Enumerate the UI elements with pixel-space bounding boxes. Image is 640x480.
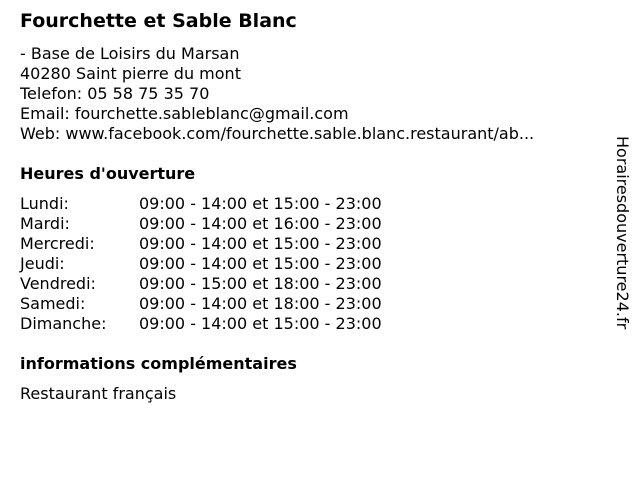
hours-row-wednesday (20, 234, 382, 254)
time-range: 09:00 - 14:00 et 15:00 - 23:00 (139, 194, 382, 213)
email-address: Email: fourchette.sableblanc@gmail.com (20, 104, 349, 123)
hours-row-saturday (20, 294, 382, 314)
day-label: Jeudi: (20, 254, 65, 273)
time-range: 09:00 - 14:00 et 15:00 - 23:00 (139, 254, 382, 273)
hours-row-tuesday (20, 214, 382, 234)
hours-row-monday (20, 194, 382, 214)
time-range: 09:00 - 14:00 et 15:00 - 23:00 (139, 234, 382, 253)
info-heading: informations complémentaires (20, 354, 297, 373)
day-label: Mercredi: (20, 234, 95, 253)
time-range: 09:00 - 14:00 et 15:00 - 23:00 (139, 314, 382, 333)
site-watermark: Horairesdouverture24.fr (613, 136, 632, 330)
hours-row-thursday (20, 254, 382, 274)
day-label: Dimanche: (20, 314, 107, 333)
hours-row-sunday (20, 314, 382, 334)
hours-row-friday (20, 274, 382, 294)
time-range: 09:00 - 14:00 et 16:00 - 23:00 (139, 214, 382, 233)
day-label: Mardi: (20, 214, 70, 233)
contact-block (20, 44, 534, 144)
web-address: Web: www.facebook.com/fourchette.sable.blanc.restaurant/ab... (20, 124, 535, 143)
day-label: Vendredi: (20, 274, 96, 293)
day-label: Samedi: (20, 294, 86, 313)
time-range: 09:00 - 14:00 et 18:00 - 23:00 (139, 294, 382, 313)
hours-table (20, 194, 382, 334)
cuisine-type: Restaurant français (20, 384, 177, 403)
address-line-2: 40280 Saint pierre du mont (20, 64, 241, 83)
hours-heading: Heures d'ouverture (20, 164, 196, 183)
day-label: Lundi: (20, 194, 69, 213)
time-range: 09:00 - 15:00 et 18:00 - 23:00 (139, 274, 382, 293)
business-name: Fourchette et Sable Blanc (20, 10, 297, 32)
address-line-1: - Base de Loisirs du Marsan (20, 44, 240, 63)
phone-number: Telefon: 05 58 75 35 70 (20, 84, 210, 103)
